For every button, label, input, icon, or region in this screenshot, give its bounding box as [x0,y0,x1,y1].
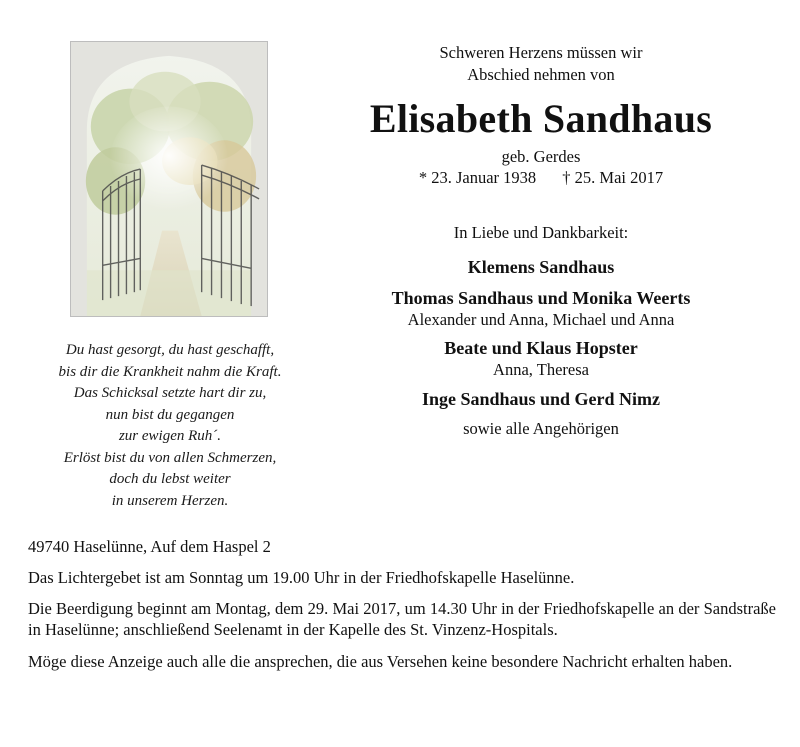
birth-date: * 23. Januar 1938 [418,168,537,187]
funeral-info: Die Beerdigung beginnt am Montag, dem 29. Mai 2017, um 14.30 Uhr in der Friedhofskapelle an der Sandstraße in Haselünne; anschließend Seelenamt in der Kapelle des St. Vinzenz-Hospitals. [28,599,776,639]
mourner-family: Beate und Klaus Hopster [444,338,638,358]
life-dates [318,167,764,188]
mourner-family: Klemens Sandhaus [467,257,615,277]
birth-name: geb. Gerdes [501,147,581,166]
garden-gate-illustration [71,42,267,316]
announcement-column [318,42,764,439]
gratitude-line: In Liebe und Dankbarkeit: [453,223,629,242]
mourner-children: Anna, Theresa [493,360,589,379]
poem-line: in unserem Herzen. [111,492,229,509]
intro-line: Abschied nehmen von [467,65,615,84]
mourner-children: Alexander und Anna, Michael und Anna [407,310,675,329]
poem-line: bis dir die Krankheit nahm die Kraft. [58,363,282,380]
deceased-name: Elisabeth Sandhaus [369,96,713,141]
garden-gate-photo [70,41,268,317]
death-date: † 25. Mai 2017 [562,168,664,187]
poem-line: doch du lebst weiter [109,471,231,487]
intro-line: Schweren Herzens müssen wir [439,43,643,62]
poem-line: Erlöst bist du von allen Schmerzen, [63,449,277,466]
mourner-family: Inge Sandhaus und Gerd Nimz [421,389,661,409]
poem-line: Das Schicksal setzte hart dir zu, [73,385,267,401]
poem-line: Du hast gesorgt, du hast geschafft, [65,342,275,358]
prayer-info: Das Lichtergebet ist am Sonntag um 19.00 Uhr in der Friedhofskapelle Haselünne. [28,568,575,587]
poem-line: zur ewigen Ruh´. [118,428,222,444]
mourner-family: Thomas Sandhaus und Monika Weerts [391,288,691,308]
poem-line: nun bist du gegangen [105,406,235,423]
notice-details [28,536,776,672]
closing-line: sowie alle Angehörigen [463,419,619,438]
memorial-poem [28,340,312,512]
closing-note: Möge diese Anzeige auch alle die ansprechen, die aus Versehen keine besondere Nachricht erhalten haben. [28,652,733,671]
family-address: 49740 Haselünne, Auf dem Haspel 2 [28,537,271,556]
